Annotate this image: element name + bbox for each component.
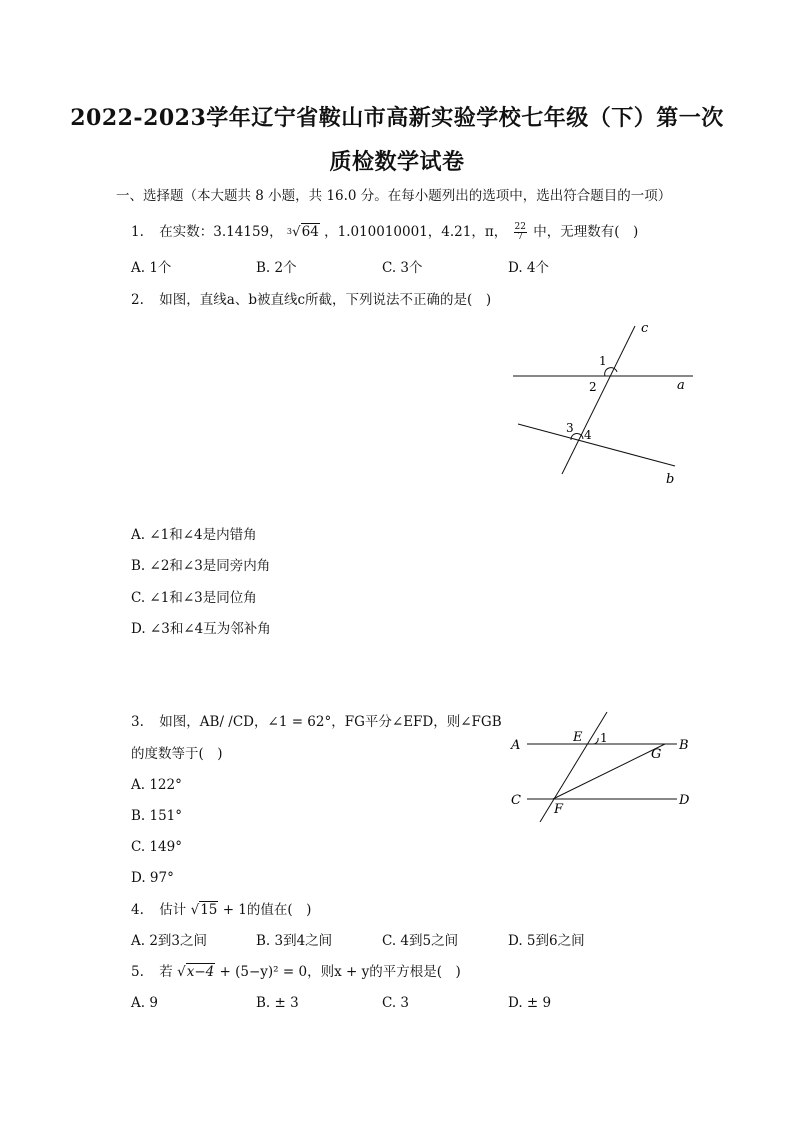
question-text: 在实数：3.14159， xyxy=(159,224,283,240)
label-D: D xyxy=(679,793,690,808)
cube-root: $^3$√64 xyxy=(286,224,319,240)
question-text: 中，无理数有( ) xyxy=(533,224,639,240)
q2-option-c[interactable]: C. ∠1和∠3是同位角 xyxy=(131,590,257,606)
label-B: B xyxy=(679,738,689,753)
question-4 xyxy=(131,900,311,920)
question-1 xyxy=(131,222,638,242)
q4-option-d[interactable]: D. 5到6之间 xyxy=(508,933,585,949)
root-index: 3 xyxy=(286,227,293,236)
q5-option-a[interactable]: A. 9 xyxy=(131,995,158,1011)
label-G: G xyxy=(651,747,662,762)
label-3: 3 xyxy=(566,421,574,435)
question-number: 2. xyxy=(131,292,144,308)
label-1: 1 xyxy=(599,354,607,368)
question-3 xyxy=(131,712,502,732)
question-5 xyxy=(131,962,461,982)
q4-option-c[interactable]: C. 4到5之间 xyxy=(382,933,459,949)
label-a: a xyxy=(677,378,685,393)
label-1: 1 xyxy=(600,731,608,745)
q4-option-b[interactable]: B. 3到4之间 xyxy=(256,933,333,949)
q1-option-c[interactable]: C. 3个 xyxy=(382,260,423,276)
q1-option-b[interactable]: B. 2个 xyxy=(256,260,297,276)
square-root: √x−4 xyxy=(177,964,215,980)
q3-option-d[interactable]: D. 97° xyxy=(131,870,174,886)
q5-option-b[interactable]: B. ± 3 xyxy=(256,995,299,1011)
question-text: 如图，直线a、b被直线c所截，下列说法不正确的是( ) xyxy=(159,292,492,308)
q2-option-b[interactable]: B. ∠2和∠3是同旁内角 xyxy=(131,558,271,574)
fraction xyxy=(514,223,527,242)
question-2 xyxy=(131,290,491,310)
label-A: A xyxy=(511,738,521,753)
question-number: 4. xyxy=(131,902,144,918)
question-text: + 1的值在( ) xyxy=(222,902,312,918)
root-argument: 15 xyxy=(200,902,218,918)
q5-option-d[interactable]: D. ± 9 xyxy=(508,995,552,1011)
question-number: 1. xyxy=(131,224,144,240)
label-c: c xyxy=(641,321,649,336)
q2-option-d[interactable]: D. ∠3和∠4互为邻补角 xyxy=(131,621,271,637)
q3-option-b[interactable]: B. 151° xyxy=(131,808,183,824)
question-text: ，1.010010001，4.21，π， xyxy=(324,224,508,240)
label-C: C xyxy=(511,793,521,808)
question-number: 5. xyxy=(131,964,144,980)
exam-title-line2: 质检数学试卷 xyxy=(329,149,465,175)
root-argument: 64 xyxy=(301,224,319,240)
question-text: + (5−y)² = 0，则x + y的平方根是( ) xyxy=(219,964,461,980)
q3-option-c[interactable]: C. 149° xyxy=(131,839,182,855)
square-root: √15 xyxy=(190,902,218,918)
label-F: F xyxy=(554,802,564,817)
label-E: E xyxy=(573,730,583,745)
q2-option-a[interactable]: A. ∠1和∠4是内错角 xyxy=(131,527,257,543)
q1-option-a[interactable]: A. 1个 xyxy=(131,260,172,276)
label-2: 2 xyxy=(589,380,597,394)
fraction-denominator: 7 xyxy=(517,232,524,242)
question-3-cont: 的度数等于( ) xyxy=(131,746,223,762)
section-heading: 一、选择题（本大题共 8 小题，共 16.0 分。在每小题列出的选项中，选出符合题目的一项） xyxy=(116,188,672,204)
root-argument: x−4 xyxy=(186,964,215,980)
question-text: 估计 xyxy=(159,902,187,918)
q4-option-a[interactable]: A. 2到3之间 xyxy=(131,933,208,949)
q1-option-d[interactable]: D. 4个 xyxy=(508,260,550,276)
label-4: 4 xyxy=(584,428,592,442)
q5-option-c[interactable]: C. 3 xyxy=(382,995,410,1011)
question-number: 3. xyxy=(131,714,144,730)
exam-title-line1: 2022-2023学年辽宁省鞍山市高新实验学校七年级（下）第一次 xyxy=(70,105,724,131)
q3-figure xyxy=(505,708,700,826)
question-text: 若 xyxy=(159,964,173,980)
label-b: b xyxy=(666,472,675,487)
question-text: 如图，AB/ /CD，∠1 = 62°，FG平分∠EFD，则∠FGB xyxy=(159,714,502,730)
q2-figure xyxy=(505,318,705,490)
q3-option-a[interactable]: A. 122° xyxy=(131,777,182,793)
fraction-numerator: 22 xyxy=(514,222,526,232)
